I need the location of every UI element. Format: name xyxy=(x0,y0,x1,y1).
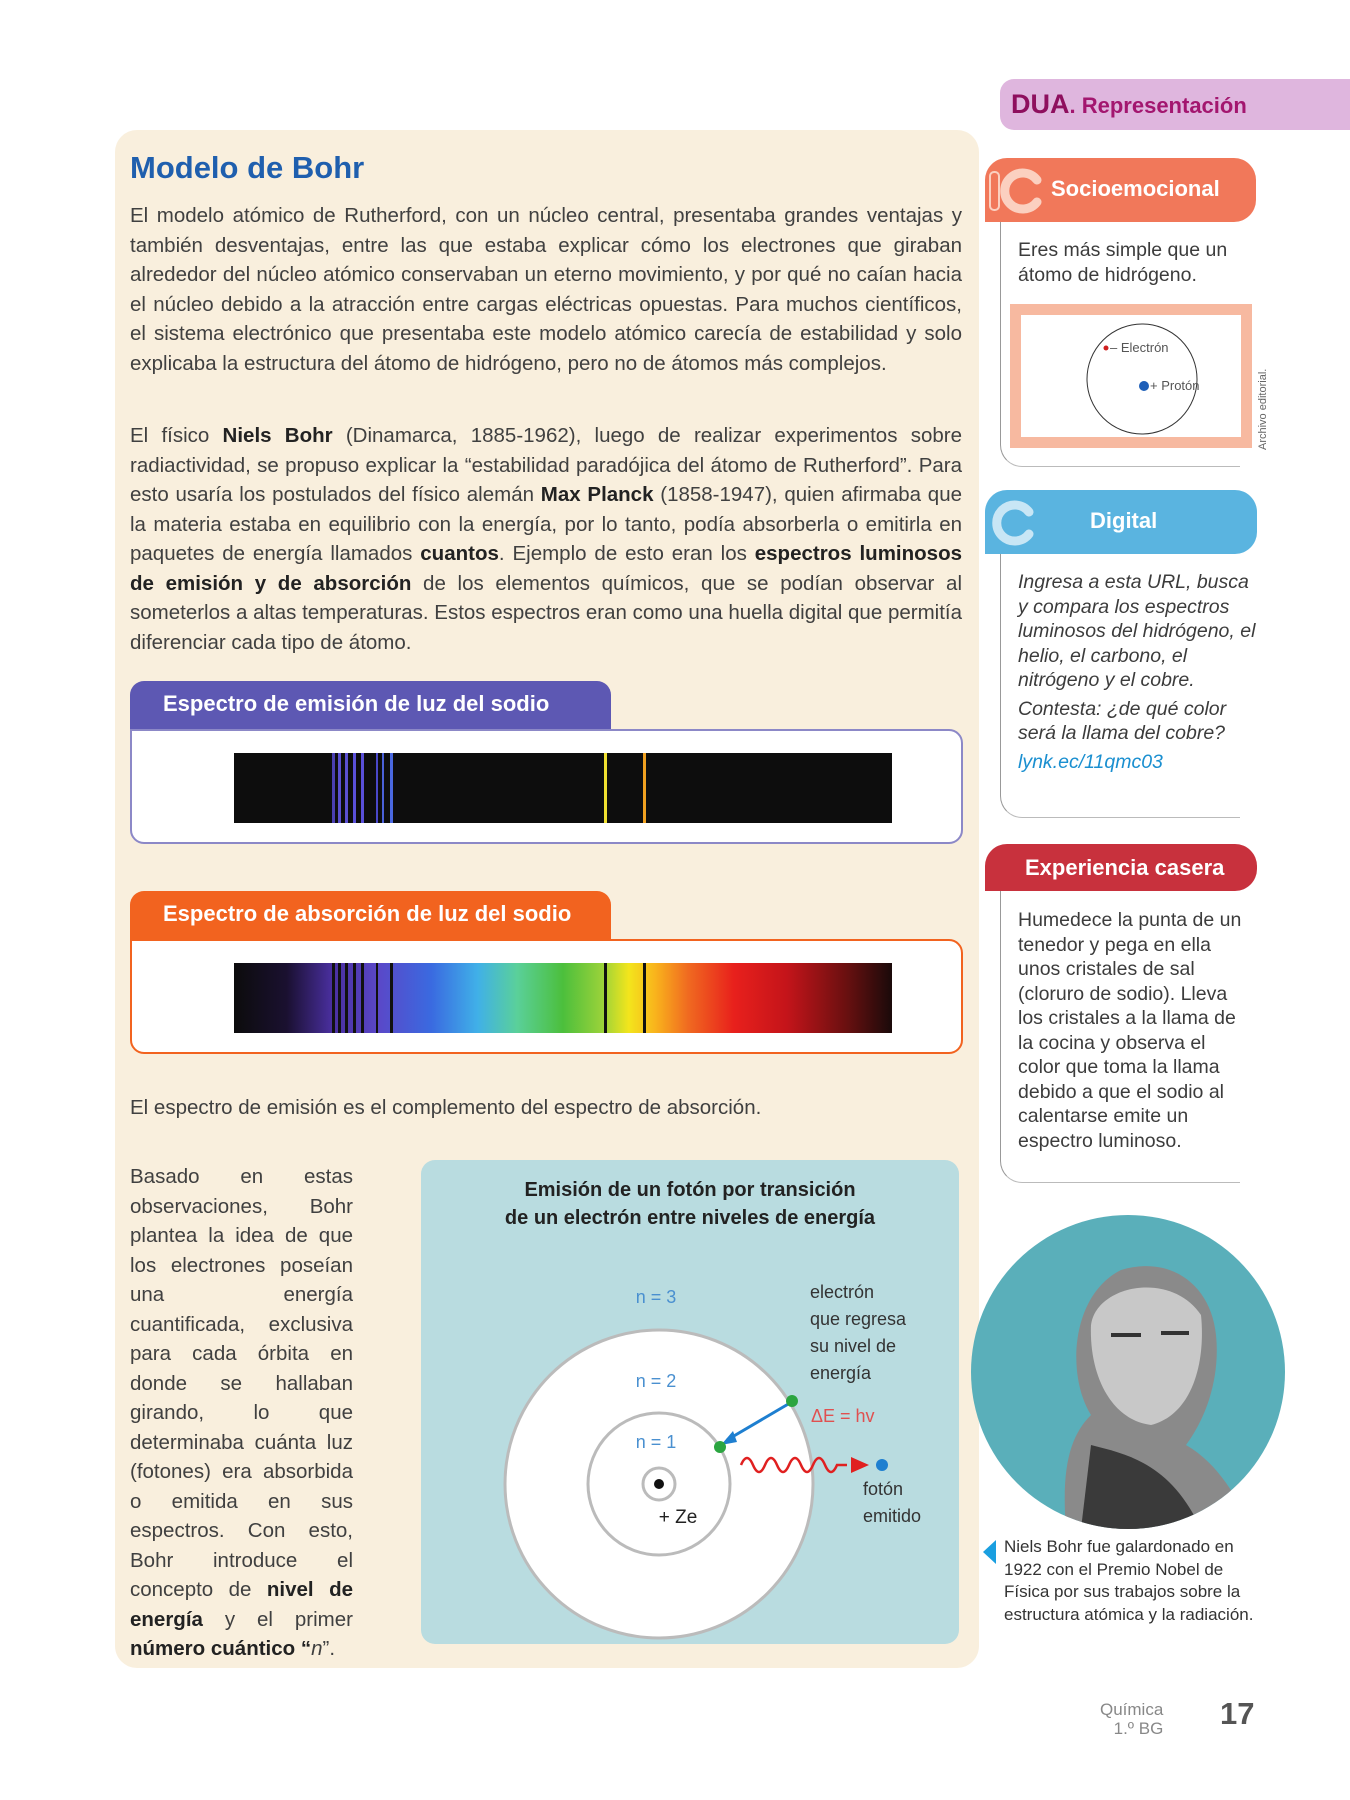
hydrogen-atom-figure xyxy=(1010,304,1252,448)
emission-line xyxy=(332,753,335,823)
page-title: Modelo de Bohr xyxy=(130,150,365,185)
portrait-caption: Niels Bohr fue galardonado en 1922 con el Premio Nobel de Física por sus trabajos sobre la estructura atómica y la radiación. xyxy=(1004,1537,1254,1624)
absorption-line xyxy=(345,963,348,1033)
photon-arrowhead-icon xyxy=(851,1457,869,1473)
socio-text: Eres más simple que un átomo de hidrógeno. xyxy=(1018,239,1228,286)
electron-dot xyxy=(1104,346,1109,351)
page-number: 17 xyxy=(1220,1696,1255,1731)
proton-dot xyxy=(1139,381,1149,391)
emission-line xyxy=(604,753,607,823)
image-credit: Archivo editorial. xyxy=(1257,368,1269,450)
socio-header: Socioemocional xyxy=(985,158,1256,222)
label-n2: n = 2 xyxy=(635,1371,677,1391)
emission-line xyxy=(643,753,646,823)
bohr-diagram xyxy=(421,1160,959,1644)
absorption-line xyxy=(338,963,341,1033)
caption-pointer-icon xyxy=(983,1540,996,1564)
spectrum-note: El espectro de emisión es el complemento del espectro de absorción. xyxy=(130,1096,762,1119)
experiencia-text: Humedece la punta de un tenedor y pega en ella unos cristales de sal (cloruro de sodio). Lleva los cristales a la llama de la cocina y observa el color que toma la llama debido a que el sodio al calentarse emite un espectro luminoso. xyxy=(1018,909,1242,1152)
absorption-line xyxy=(604,963,607,1033)
emission-line xyxy=(353,753,356,823)
c-logo-icon xyxy=(987,498,1045,546)
proton-label: + Protón xyxy=(1150,378,1200,393)
electron-inner xyxy=(714,1441,726,1453)
electron-label: – Electrón xyxy=(1110,340,1169,355)
photon-dot xyxy=(876,1459,888,1471)
emission-spectrum-box xyxy=(130,729,963,844)
footer-subject: Química 1.º BG xyxy=(1100,1700,1164,1738)
ic-logo-icon xyxy=(987,166,1045,214)
nucleus-label: + Ze xyxy=(658,1507,698,1528)
absorption-line xyxy=(390,963,393,1033)
absorption-line xyxy=(361,963,364,1033)
electron-label: electrón que regresa su nivel de energía xyxy=(810,1282,907,1383)
paragraph-rutherford: El modelo atómico de Rutherford, con un núcleo central, presentaba grandes ventajas y también desventajas, entre las que estaba explicar cómo los electrones que giraban alrededor del núcleo atómico conservaban un eterno movimiento, y por qué no caían hacia el núcleo debido a la atracción entre cargas eléctricas opuestas. Para muchos científicos, el sistema electrónico que presentaba este modelo atómico carecía de estabilidad y solo explicaba la estructura del átomo de hidrógeno, pero no de átomos más complejos. xyxy=(130,204,962,375)
absorption-spectrum-image xyxy=(234,963,892,1033)
emission-spectrum-image xyxy=(234,753,892,823)
absorption-spectrum-title: Espectro de absorción de luz del sodio xyxy=(130,891,611,939)
nucleus xyxy=(654,1479,664,1489)
paragraph-bohr: El físico Niels Bohr (Dinamarca, 1885-1962), luego de realizar experimentos sobre radiactividad, se propuso explicar la “estabilidad paradójica del átomo de Rutherford”. Para esto usaría los postulados del físico alemán Max Planck (1858-1947), quien afirmaba que la materia estaba en equilibrio con la energía, por lo tanto, podía absorberla o emitirla en paquetes de energía llamados cuantos. Ejemplo de esto eran los espectros luminosos de emisión y de absorción de los elementos químicos, que se podían observar al someterlos a altas temperaturas. Estos espectros eran como una huella digital que permitía diferenciar cada tipo de átomo. xyxy=(130,424,963,654)
label-n1: n = 1 xyxy=(635,1432,677,1452)
absorption-line xyxy=(376,963,378,1033)
electron-outer xyxy=(786,1395,798,1407)
absorption-line xyxy=(332,963,335,1033)
absorption-spectrum-box xyxy=(130,939,963,1054)
emission-line xyxy=(361,753,364,823)
emission-line xyxy=(345,753,348,823)
emission-line xyxy=(390,753,393,823)
emission-spectrum-title: Espectro de emisión de luz del sodio xyxy=(130,681,611,729)
dua-banner: DUA. Representación xyxy=(1000,79,1350,130)
digital-text: Ingresa a esta URL, busca y compara los espectros luminosos del hidrógeno, el helio, el carbono, el nitrógeno y el cobre. Contesta: ¿de qué color será la llama del cobre? lynk.ec/11qmc03 xyxy=(1018,570,1258,774)
url-link[interactable]: lynk.ec/11qmc03 xyxy=(1018,750,1163,773)
digital-header: Digital xyxy=(985,490,1257,554)
energy-label: ΔE = hv xyxy=(811,1406,875,1426)
niels-bohr-portrait xyxy=(971,1215,1285,1529)
emission-line xyxy=(338,753,341,823)
photon-label: fotón emitido xyxy=(863,1479,922,1526)
emission-line xyxy=(376,753,378,823)
absorption-line xyxy=(353,963,356,1033)
absorption-line xyxy=(643,963,646,1033)
label-n3: n = 3 xyxy=(635,1287,677,1307)
experiencia-header: Experiencia casera xyxy=(985,844,1257,891)
diagram-title: Emisión de un fotón por transición de un electrón entre niveles de energía xyxy=(504,1179,876,1229)
paragraph-energy-levels: Basado en estas observaciones, Bohr plantea la idea de que los electrones poseían una energía cuantificada, exclusiva para cada órbita en donde se hallaban girando, lo que determinaba cuánta luz (fotones) era absorbida o emitida en sus espectros. Con esto, Bohr introduce el concepto de nivel de energía y el primer número cuántico “n”. xyxy=(130,1165,353,1660)
emission-line xyxy=(382,753,384,823)
